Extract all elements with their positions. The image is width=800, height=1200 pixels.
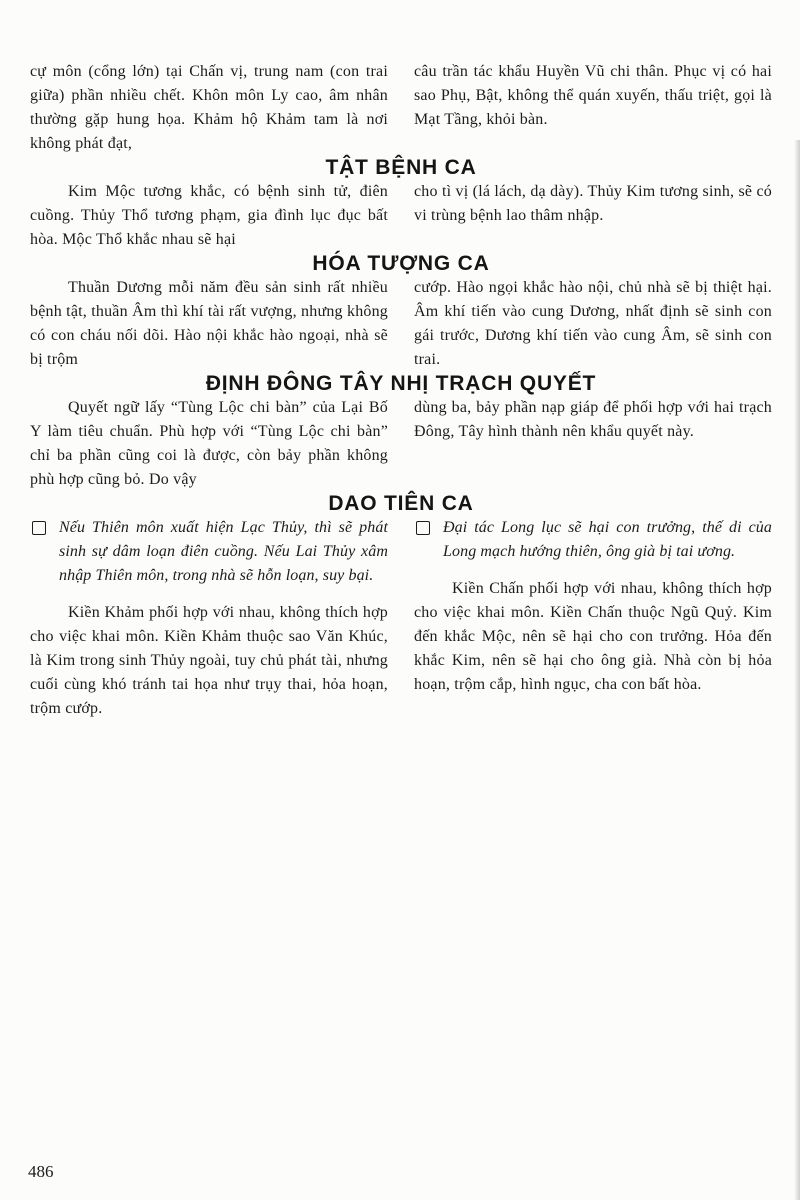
section-dao-tien-ca xyxy=(30,516,772,721)
heading-hoa-tuong-ca: HÓA TƯỢNG CA xyxy=(312,252,490,275)
paragraph-continuation-left: cự môn (cổng lớn) tại Chấn vị, trung nam (con trai giữa) phần nhiều chết. Khôn môn Ly cao, âm nhân thường gặp hung họa. Khảm hộ Khảm tam là nơi không phát đạt, xyxy=(30,63,388,152)
section-tat-benh-ca xyxy=(30,180,772,252)
paragraph-dao-tien-right: Kiền Chấn phối hợp với nhau, không thích hợp cho việc khai môn. Kiền Chấn thuộc Ngũ Quỷ. Kim đến khắc Mộc, nên sẽ hại cho con trưởng. Hỏa đến khắc Kim, nên sẽ hại cho ông già. Nhà còn bị hỏa hoạn, trộm cắp, hình ngục, cha con bất hòa. xyxy=(414,580,772,693)
two-column-block xyxy=(30,180,772,252)
paragraph-dinh-dong-right: dùng ba, bảy phần nạp giáp để phối hợp với hai trạch Đông, Tây hình thành nên khẩu quyết này. xyxy=(414,399,772,440)
list-item xyxy=(414,516,772,564)
list-item xyxy=(30,516,388,588)
page-number: 486 xyxy=(28,1162,54,1181)
paragraph-hoa-tuong-left: Thuần Dương mỗi năm đều sản sinh rất nhiều bệnh tật, thuần Âm thì khí tài rất vượng, nhưng không có con cháu nối dõi. Hào nội khắc hào ngoại, nhà sẽ bị trộm xyxy=(30,279,388,368)
paragraph-hoa-tuong-right: cướp. Hào ngọi khắc hào nội, chủ nhà sẽ bị thiệt hại. Âm khí tiến vào cung Dương, nhất định sẽ sinh con gái trước, Dương khí tiến vào cung Âm, sẽ sinh con trai. xyxy=(414,279,772,368)
dao-tien-left-column xyxy=(30,516,388,721)
section-hoa-tuong-ca xyxy=(30,276,772,372)
heading-dinh-dong-tay: ĐỊNH ĐÔNG TÂY NHỊ TRẠCH QUYẾT xyxy=(205,372,597,395)
section-dinh-dong-tay xyxy=(30,396,772,492)
two-column-block xyxy=(30,60,772,156)
two-column-block xyxy=(30,516,772,721)
verse-quote-left: Nếu Thiên môn xuất hiện Lạc Thủy, thì sẽ phát sinh sự dâm loạn điên cuồng. Nếu Lai Thủy xâm nhập Thiên môn, trong nhà sẽ hỗn loạn, suy bại. xyxy=(59,519,388,584)
two-column-block xyxy=(30,276,772,372)
paragraph-tat-benh-right: cho tì vị (lá lách, dạ dày). Thủy Kim tương sinh, sẽ có vi trùng bệnh lao thâm nhập. xyxy=(414,183,772,224)
paragraph-continuation-right: câu trần tác khẩu Huyền Vũ chi thân. Phục vị có hai sao Phụ, Bật, không thể quán xuyến, thấu triệt, gọi là Mạt Tầng, khỏi bàn. xyxy=(414,63,772,128)
heading-tat-benh-ca: TẬT BỆNH CA xyxy=(325,156,477,179)
heading-dao-tien-ca: DAO TIÊN CA xyxy=(328,492,474,515)
paragraph-dao-tien-left: Kiền Khảm phối hợp với nhau, không thích hợp cho việc khai môn. Kiền Khảm thuộc sao Văn Khúc, là Kim trong sinh Thủy ngoài, tuy chủ phát tài, nhưng cuối cùng khó tránh tai họa như trụy thai, hỏa hoạn, trộm cướp. xyxy=(30,604,388,717)
checkbox-icon xyxy=(32,521,46,535)
verse-quote-right: Đại tác Long lục sẽ hại con trưởng, thế di của Long mạch hướng thiên, ông già bị tai ương. xyxy=(443,519,772,560)
section-continuation xyxy=(30,60,772,156)
two-column-block xyxy=(30,396,772,492)
checkbox-icon xyxy=(416,521,430,535)
dao-tien-right-column xyxy=(414,516,772,721)
paragraph-dinh-dong-left: Quyết ngữ lấy “Tùng Lộc chi bàn” của Lại Bố Y làm tiêu chuẩn. Phù hợp với “Tùng Lộc chi bàn” chỉ ba phần cũng coi là được, còn bảy phần không phù hợp cũng bỏ. Do vậy xyxy=(30,399,388,488)
paragraph-tat-benh-left: Kim Mộc tương khắc, có bệnh sinh tử, điên cuồng. Thủy Thổ tương phạm, gia đình lục đục bất hòa. Mộc Thổ khắc nhau sẽ hại xyxy=(30,183,388,248)
